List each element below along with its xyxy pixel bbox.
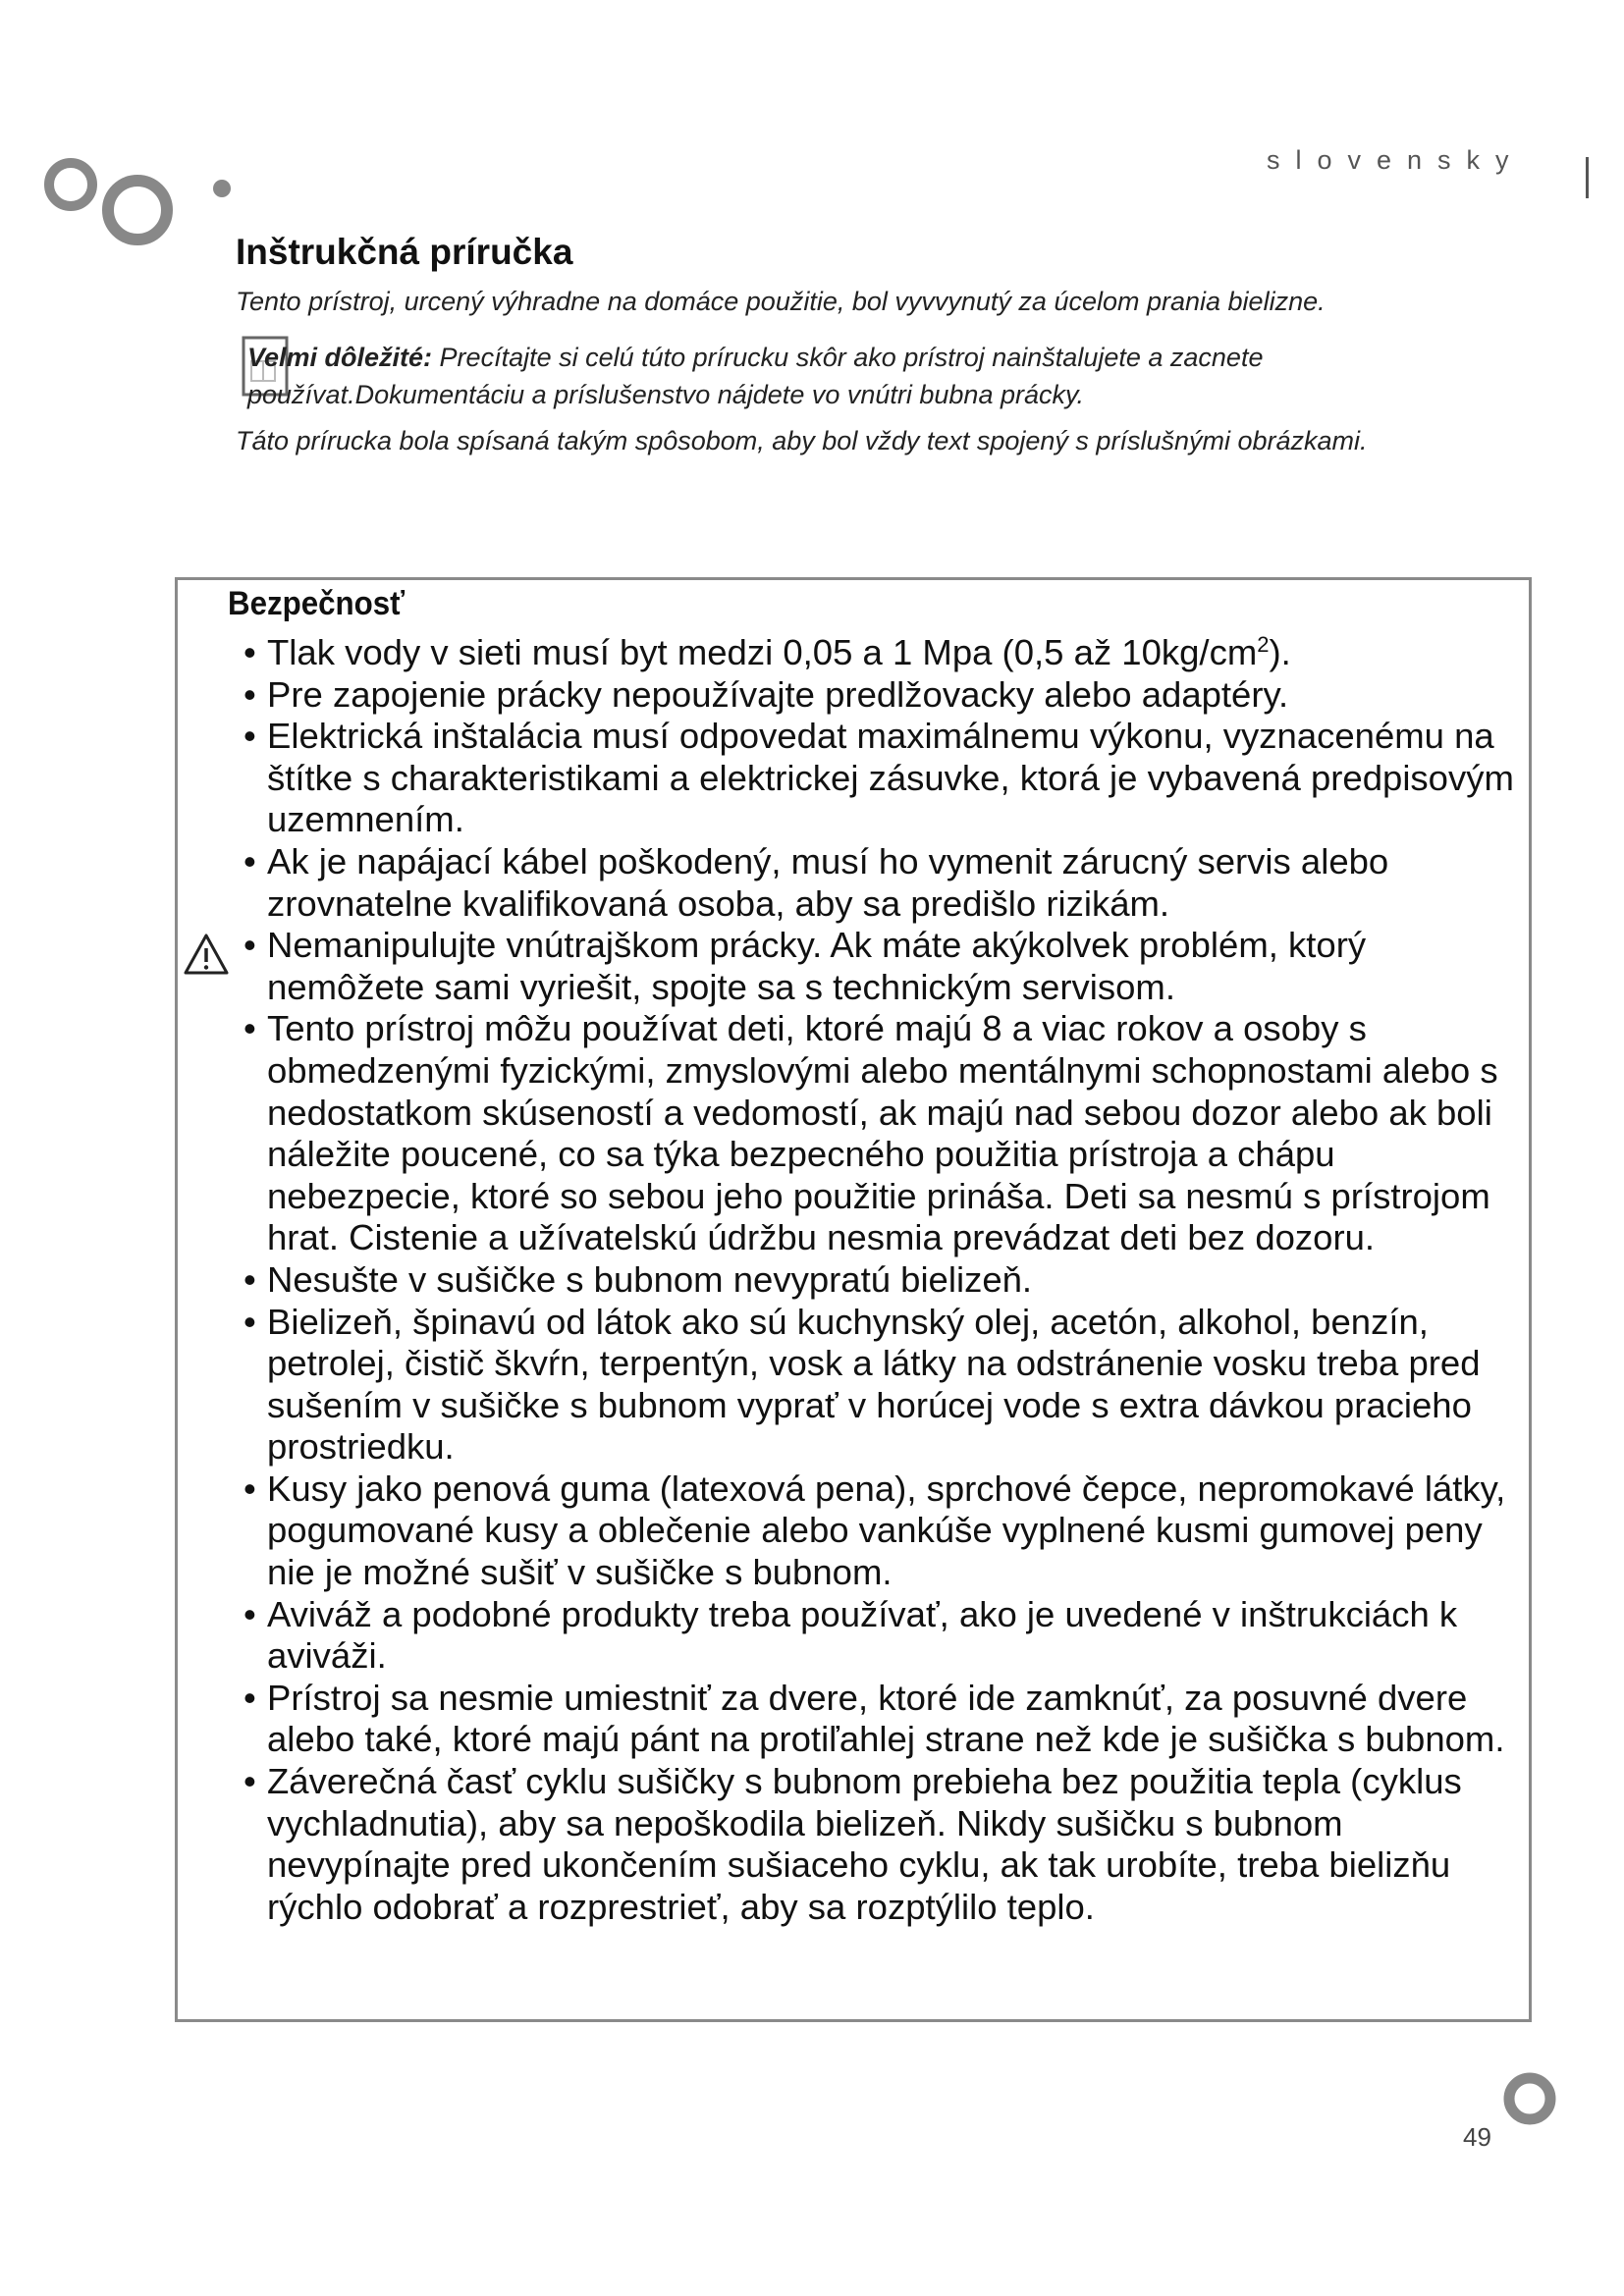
safety-item: • Pre zapojenie prácky nepoužívajte predlžovacky alebo adaptéry. [244, 674, 1530, 717]
margin-marker [1586, 157, 1589, 198]
safety-item: • Záverečná časť cyklu sušičky s bubnom prebieha bez použitia tepla (cyklus vychladnutia), aby sa nepoškodila bielizeň. Nikdy sušičku s bubnom nevypínajte pred ukončením sušiaceho cyklu, ak tak urobíte, treba bielizňu rýchlo odobrať a rozprestrieť, aby sa rozptýlilo teplo. [244, 1761, 1530, 1928]
safety-item: • Tento prístroj môžu používat deti, ktoré majú 8 a viac rokov a osoby s obmedzenými fyzickými, zmyslovými alebo mentálnymi schopnostami alebo s nedostatkom skúseností a vedomostí, ak majú nad sebou dozor alebo ak boli náležite poucené, co sa týka bezpecného použitia prístroja a chápu nebezpecie, ktoré so sebou jeho použitie prináša. Deti sa nesmú s prístrojom hrat. Cistenie a užívatelskú údržbu nesmia prevádzat deti bez dozoru. [244, 1008, 1530, 1259]
circles-logo-icon [39, 137, 255, 285]
layout-note: Táto prírucka bola spísaná takým spôsobom, aby bol vždy text spojený s príslušnými obrázkami. [236, 426, 1368, 455]
note-label: Velmi dôležité: [247, 343, 433, 372]
note-text-1: Precítajte si celú túto prírucku skôr ako prístroj nainštalujete a zacnete [432, 343, 1264, 372]
note-text-2: používat.Dokumentáciu a príslušenstvo nájdete vo vnútri bubna prácky. [247, 380, 1084, 409]
purpose-text: Tento prístroj, urcený výhradne na domáce použitie, bol vyvvynutý za úcelom prania bielizne. [236, 287, 1326, 316]
safety-item: • Bielizeň, špinavú od látok ako sú kuchynský olej, acetón, alkohol, benzín, petrolej, čistič škvŕn, terpentýn, vosk a látky na odstránenie vosku treba pred sušením v sušičke s bubnom vyprať v horúcej vode s extra dávkou pracieho prostriedku. [244, 1302, 1530, 1468]
safety-item-pressure: • Tlak vody v sieti musí byt medzi 0,05 a 1 Mpa (0,5 až $10kg/cm^2$). [244, 632, 1530, 674]
safety-item: • Nemanipulujte vnútrajškom prácky. Ak máte akýkolvek problém, ktorý nemôžete sami vyriešit, spojte sa s technickým servisom. [244, 925, 1530, 1008]
safety-list [244, 632, 1530, 1928]
safety-title: Bezpečnosť [228, 585, 406, 622]
safety-item: • Nesušte v sušičke s bubnom nevypratú bielizeň. [244, 1259, 1530, 1302]
page-title: Inštrukčná príručka [236, 232, 573, 272]
safety-item: • Kusy jako penová guma (latexová pena), sprchové čepce, nepromokavé látky, pogumované kusy a oblečenie alebo vankúše vyplnené kusmi gumovej peny nie je možné sušiť v sušičke s bubnom. [244, 1468, 1530, 1594]
page-ring-icon [1500, 2069, 1559, 2128]
warning-triangle-icon [183, 933, 230, 976]
language-label: slovensky [1267, 145, 1525, 175]
safety-item: • Elektrická inštalácia musí odpovedat maximálnemu výkonu, vyznacenému na štítke s charakteristikami a elektrickej zásuvke, ktorá je vybavená predpisovým uzemnením. [244, 716, 1530, 841]
safety-item: • Aviváž a podobné produkty treba používať, ako je uvedené v inštrukciách k aviváži. [244, 1594, 1530, 1678]
page-number: 49 [1463, 2122, 1491, 2152]
important-note [247, 339, 1485, 413]
safety-item: • Prístroj sa nesmie umiestniť za dvere, ktoré ide zamknúť, za posuvné dvere alebo také, ktoré majú pánt na protiľahlej strane než kde je sušička s bubnom. [244, 1678, 1530, 1761]
safety-item: • Ak je napájací kábel poškodený, musí ho vymenit zárucný servis alebo zrovnatelne kvalifikovaná osoba, aby sa predišlo rizikám. [244, 841, 1530, 925]
